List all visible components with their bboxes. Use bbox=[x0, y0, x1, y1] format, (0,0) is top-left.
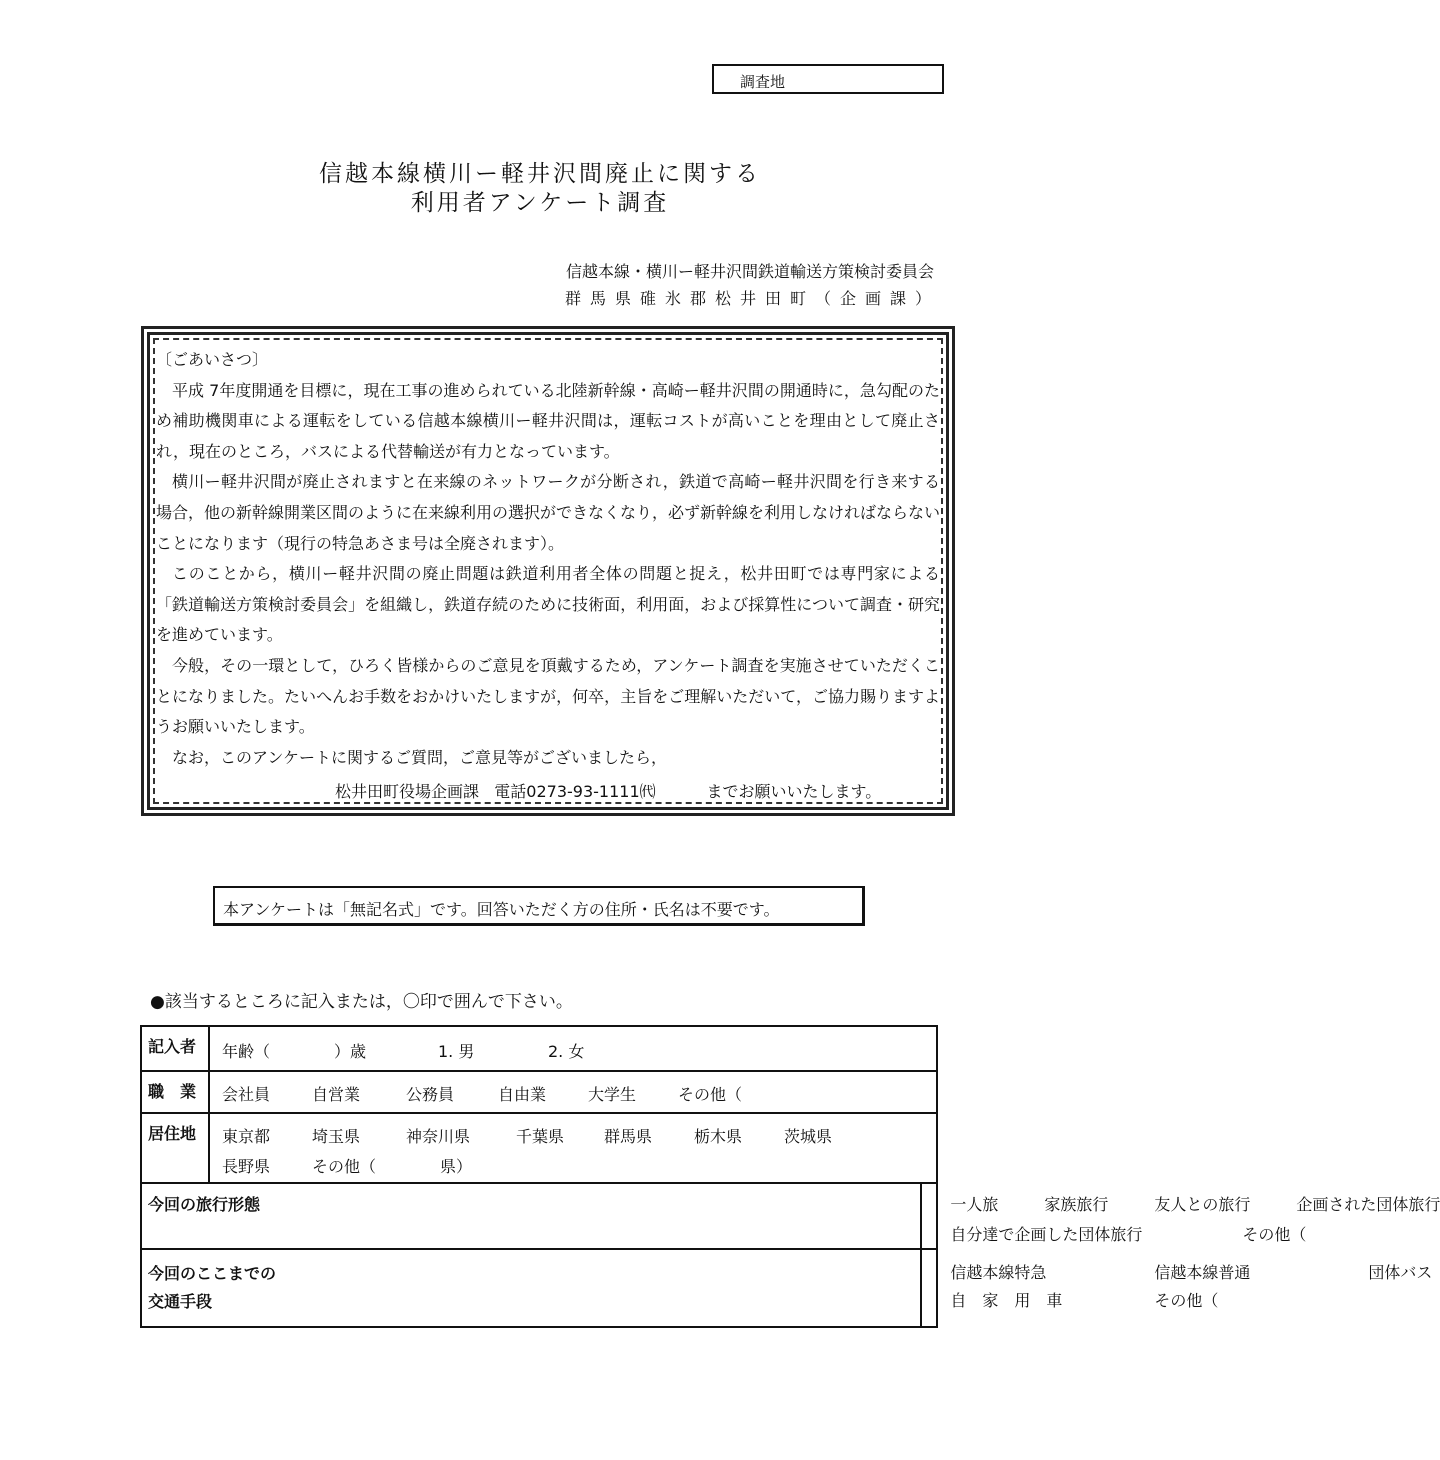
gender-female-option[interactable]: 2. 女 bbox=[548, 1042, 585, 1061]
greeting-paragraph-5: なお，このアンケートに関するご質問，ご意見等がございましたら， bbox=[172, 747, 668, 767]
gender-male-option[interactable]: 1. 男 bbox=[438, 1042, 475, 1061]
greeting-paragraph-2: 横川ー軽井沢間が廃止されますと在来線のネットワークが分断され，鉄道で高崎ー軽井沢間を行き来する場合，他の新幹線開業区間のように在来線利用の選択ができなくなり，必ず新幹線を利用しなければならないことになります（現行の特急あさま号は全廃されます）。 bbox=[156, 472, 941, 553]
residence-option-saitama[interactable]: 埼玉県 bbox=[312, 1127, 361, 1146]
greeting-contact bbox=[335, 779, 881, 802]
travel-type-field bbox=[921, 1183, 1440, 1249]
survey-form-table bbox=[140, 1025, 1440, 1328]
respondent-field bbox=[209, 1026, 937, 1071]
residence-option-chiba[interactable]: 千葉県 bbox=[516, 1127, 565, 1146]
occupation-option-company[interactable]: 会社員 bbox=[222, 1085, 271, 1104]
travel-option-self-planned-group[interactable]: 自分達で企画した団体旅行 bbox=[950, 1225, 1143, 1244]
occupation-option-student[interactable]: 大学生 bbox=[588, 1085, 637, 1104]
transport-option-group-bus[interactable]: 団体バス bbox=[1368, 1263, 1433, 1282]
occupation-option-self-employed[interactable]: 自営業 bbox=[312, 1085, 361, 1104]
greeting-paragraph-3: このことから，横川ー軽井沢間の廃止問題は鉄道利用者全体の問題と捉え，松井田町では専門家による「鉄道輸送方策検討委員会」を組織し，鉄道存続のために技術面，利用面，および採算性について調査・研究を進めています。 bbox=[156, 564, 940, 645]
travel-option-friends[interactable]: 友人との旅行 bbox=[1154, 1195, 1251, 1214]
occupation-option-other[interactable]: その他（ bbox=[678, 1085, 743, 1104]
residence-option-tochigi[interactable]: 栃木県 bbox=[694, 1127, 743, 1146]
transport-field bbox=[921, 1249, 1433, 1327]
greeting-text bbox=[156, 345, 940, 773]
travel-option-other[interactable]: その他（ bbox=[1242, 1225, 1307, 1244]
survey-location-box[interactable] bbox=[712, 64, 944, 94]
contact-suffix: までお願いいたします。 bbox=[706, 782, 882, 801]
travel-option-family[interactable]: 家族旅行 bbox=[1044, 1195, 1109, 1214]
document-title-line1: 信越本線横川ー軽井沢間廃止に関する bbox=[319, 161, 761, 187]
travel-option-organized-group[interactable]: 企画された団体旅行 bbox=[1296, 1195, 1440, 1214]
greeting-paragraph-4: 今般，その一環として，ひろく皆様からのご意見を頂戴するため，アンケート調査を実施させていただくことになりました。たいへんお手数をおかけいたしますが，何卒，主旨をご理解いただいて，ご協力賜りますようお願いいたします。 bbox=[156, 655, 940, 737]
occupation-field bbox=[209, 1071, 937, 1113]
transport-option-local-train[interactable]: 信越本線普通 bbox=[1154, 1263, 1251, 1282]
organization-town: 群馬県碓氷郡松井田町（企画課） bbox=[564, 289, 940, 308]
survey-location-label: 調査地 bbox=[740, 73, 786, 91]
age-input[interactable]: 年齢（ ）歳 bbox=[222, 1042, 367, 1061]
occupation-option-civil-servant[interactable]: 公務員 bbox=[406, 1085, 455, 1104]
residence-option-nagano[interactable]: 長野県 bbox=[222, 1157, 271, 1176]
organization-committee: 信越本線・横川ー軽井沢間鉄道輸送方策検討委員会 bbox=[565, 262, 934, 281]
form-instruction: ●該当するところに記入または，〇印で囲んで下さい。 bbox=[150, 992, 573, 1012]
transport-label bbox=[141, 1249, 921, 1327]
residence-option-tokyo[interactable]: 東京都 bbox=[222, 1127, 271, 1146]
transport-option-limited-express[interactable]: 信越本線特急 bbox=[950, 1263, 1047, 1282]
occupation-label: 職 業 bbox=[141, 1071, 209, 1113]
greeting-paragraph-1: 平成 7年度開通を目標に，現在工事の進められている北陸新幹線・高崎ー軽井沢間の開通時に，急勾配のため補助機関車による運転をしている信越本線横川ー軽井沢間は，運転コストが高いことを理由として廃止され，現在のところ，バスによる代替輸送が有力となっています。 bbox=[156, 380, 940, 461]
travel-option-solo[interactable]: 一人旅 bbox=[950, 1195, 999, 1214]
transport-label-line2: 交通手段 bbox=[148, 1292, 213, 1311]
contact-office: 松井田町役場企画課 bbox=[335, 782, 480, 801]
residence-option-gunma[interactable]: 群馬県 bbox=[604, 1127, 653, 1146]
contact-phone: 電話0273-93-1111㈹ bbox=[494, 782, 656, 801]
transport-label-line1: 今回のここまでの bbox=[148, 1264, 277, 1283]
residence-option-other[interactable]: その他（ 県） bbox=[312, 1157, 473, 1176]
residence-option-ibaraki[interactable]: 茨城県 bbox=[784, 1127, 833, 1146]
anonymous-notice: 本アンケートは「無記名式」です。回答いただく方の住所・氏名は不要です。 bbox=[213, 886, 865, 926]
greeting-box bbox=[141, 326, 955, 816]
travel-type-label: 今回の旅行形態 bbox=[141, 1183, 921, 1249]
transport-option-other[interactable]: その他（ bbox=[1154, 1291, 1219, 1310]
occupation-option-freelance[interactable]: 自由業 bbox=[498, 1085, 547, 1104]
greeting-heading: 〔ごあいさつ〕 bbox=[156, 350, 269, 369]
document-title-line2: 利用者アンケート調査 bbox=[410, 190, 670, 216]
transport-option-private-car[interactable]: 自 家 用 車 bbox=[950, 1291, 1063, 1310]
residence-option-kanagawa[interactable]: 神奈川県 bbox=[406, 1127, 471, 1146]
residence-field bbox=[209, 1113, 937, 1183]
residence-label: 居住地 bbox=[141, 1113, 209, 1183]
respondent-label: 記入者 bbox=[141, 1026, 209, 1071]
